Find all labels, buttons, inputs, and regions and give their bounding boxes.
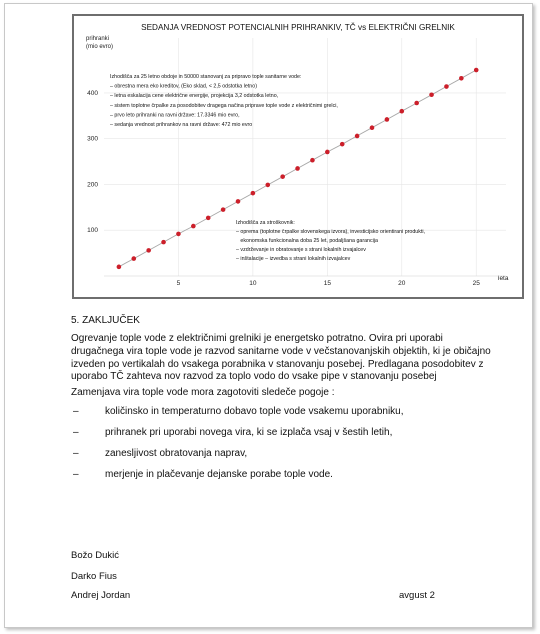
data-point [399, 109, 404, 114]
x-tick-label: 15 [323, 280, 331, 287]
savings-chart [74, 16, 522, 297]
data-point [176, 232, 181, 237]
data-point [370, 125, 375, 130]
data-point [310, 158, 315, 163]
list-item [71, 469, 471, 490]
list-item-text: zanesljivost obratovanja naprav, [105, 448, 248, 459]
y-axis-label-line2: (mio evro) [86, 44, 114, 50]
x-tick-label: 25 [472, 280, 480, 287]
data-point [236, 199, 241, 204]
chart-title: SEDANJA VREDNOST POTENCIALNIH PRIHRANKIV, TČ vs ELEKTRIČNI GRELNIK [141, 23, 455, 32]
data-point [161, 240, 166, 245]
data-point [385, 117, 390, 122]
list-item [71, 427, 471, 448]
document-date: avgust 2 [399, 590, 435, 601]
annotation-bottom-line: ekonomska funkcionalna doba 25 let, podaljšana garancija [236, 238, 378, 244]
list-item [71, 448, 471, 469]
document-page [4, 3, 533, 628]
paragraph-conditions: Zamenjava vira tople vode mora zagotoviti sledeče pogoje : [71, 387, 335, 398]
section-heading: 5. ZAKLJUČEK [71, 315, 140, 326]
data-point [191, 224, 196, 229]
data-point [117, 265, 122, 270]
data-point [280, 174, 285, 179]
list-dash: – [73, 427, 79, 438]
paragraph-intro: Ogrevanje tople vode z električnimi grelniki je energetsko potratno. Ovira pri uporabi drugačnega vira tople vode je razvod sanitarne vode v večstanovanjskih objektih, ki je običajno izveden po vertikalah do vsakega porabnika v stanovanju posebej. Predlagana posodobitev z uporabo TČ zahteva nov razvod za toplo vodo do vsake pipe v stanovanju posebej [71, 333, 491, 383]
annotation-bottom-line: – oprema (toplotne črpalke slovenskega izvora), investicijsko orientirani produkti, [236, 229, 426, 235]
data-point [414, 101, 419, 106]
data-point [474, 68, 479, 73]
x-tick-label: 20 [398, 280, 406, 287]
list-item-text: merjenje in plačevanje dejanske porabe tople vode. [105, 469, 333, 480]
data-point [265, 183, 270, 188]
list-dash: – [73, 469, 79, 480]
y-tick-label: 100 [87, 227, 98, 235]
list-item-text: prihranek pri uporabi novega vira, ki se izplača vsaj v šestih letih, [105, 427, 393, 438]
data-point [146, 248, 151, 253]
data-point [340, 142, 345, 147]
data-point [295, 166, 300, 171]
annotation-bottom-line: – inštalacije – izvedba s strani lokalnih izvajalcev [236, 256, 351, 262]
annotation-bottom-line: – vzdrževanje in obratovanje s strani lokalnih izvajalcev [236, 247, 366, 253]
data-point [221, 207, 226, 212]
y-tick-label: 300 [87, 135, 98, 143]
list-dash: – [73, 448, 79, 459]
x-axis-label: leta [498, 275, 509, 282]
data-point [429, 92, 434, 97]
annotation-top-line: – sistem toplotne črpalke za posodobitev dragega načina priprave tople vode z električnimi grelci, [110, 102, 338, 109]
author-name: Andrej Jordan [71, 590, 131, 601]
data-point [206, 216, 211, 221]
y-tick-label: 200 [87, 181, 98, 189]
data-point [251, 191, 256, 196]
data-point [459, 76, 464, 81]
annotation-top-line: – letna eskalacija cene električne energije, projekcija 3,2 odstotka letno, [110, 93, 279, 100]
data-point [444, 84, 449, 89]
data-point [325, 150, 330, 155]
annotation-bottom-line: Izhodišča za stroškovnik: [236, 220, 295, 226]
conditions-list [71, 406, 471, 490]
annotation-top-line: – sedanja vrednost prihrankov na ravni države: 472 mio evro [110, 122, 253, 128]
x-tick-label: 5 [176, 280, 181, 287]
y-axis-label-line1: prihranki [86, 36, 110, 42]
data-point [355, 134, 360, 139]
author-name: Božo Dukić [71, 550, 120, 561]
x-tick-label: 10 [249, 280, 257, 287]
author-name: Darko Fius [71, 571, 117, 582]
chart-frame [72, 14, 524, 299]
annotation-top-line: Izhodišča za 25 letno obdoje in 50000 stanovanj za pripravo tople sanitarne vode: [110, 74, 302, 80]
list-dash: – [73, 406, 79, 417]
list-item-text: količinsko in temperaturno dobavo tople vode vsakemu uporabniku, [105, 406, 404, 417]
list-item [71, 406, 471, 427]
annotation-top-line: – obrestna mera eko kreditov, (Eko sklad, < 2,5 odstotka letno) [110, 83, 257, 90]
data-point [131, 256, 136, 261]
annotation-top-line: – prvo leto prihranki na ravni države: 17.3346 mio evro, [110, 112, 240, 119]
y-tick-label: 400 [87, 89, 98, 97]
